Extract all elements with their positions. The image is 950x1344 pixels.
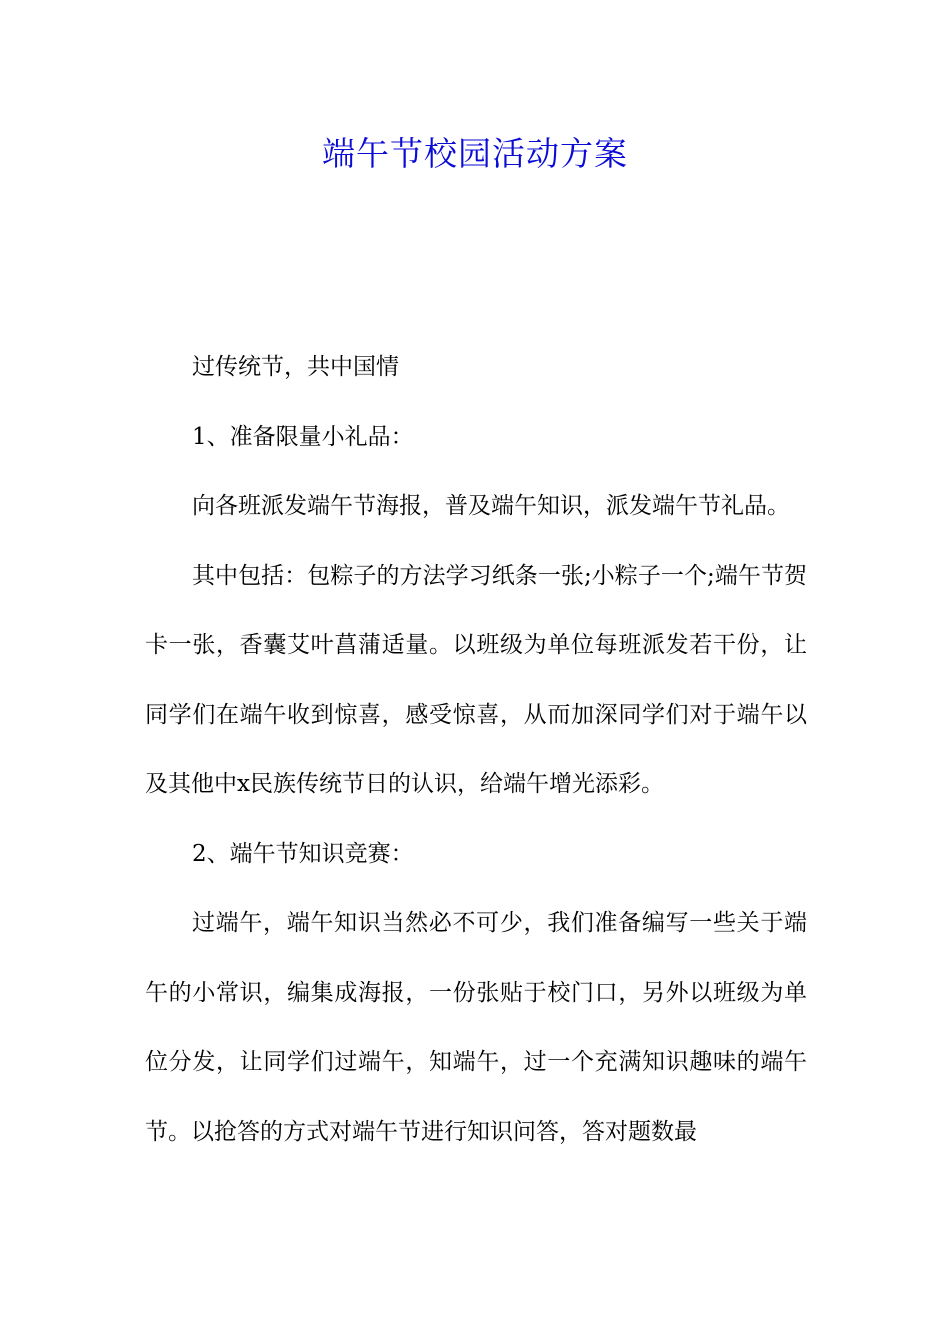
- paragraph-quiz: 过端午，端午知识当然必不可少，我们准备编写一些关于端午的小常识，编集成海报，一份张贴于校门口，另外以班级为单位分发，让同学们过端午，知端午，过一个充满知识趣味的端午节。以抢答的方式对端午节进行知识问答，答对题数最: [145, 910, 807, 1145]
- paragraph-heading-2: 2、端午节知识竞赛：: [192, 840, 414, 867]
- paragraph-gifts: 其中包括：包粽子的方法学习纸条一张;小粽子一个;端午节贺卡一张，香囊艾叶菖蒲适量。以班级为单位每班派发若干份，让同学们在端午收到惊喜，感受惊喜，从而加深同学们对于端午以及其他中x民族传统节日的认识，给端午增光添彩。: [145, 562, 807, 797]
- paragraph-slogan: 过传统节，共中国情: [192, 354, 399, 380]
- document-body: [145, 333, 807, 1167]
- paragraph-heading-1: 1、准备限量小礼品：: [192, 423, 414, 450]
- paragraph-poster: 向各班派发端午节海报，普及端午知识，派发端午节礼品。: [192, 493, 790, 519]
- document-title: 端午节校园活动方案: [322, 134, 628, 173]
